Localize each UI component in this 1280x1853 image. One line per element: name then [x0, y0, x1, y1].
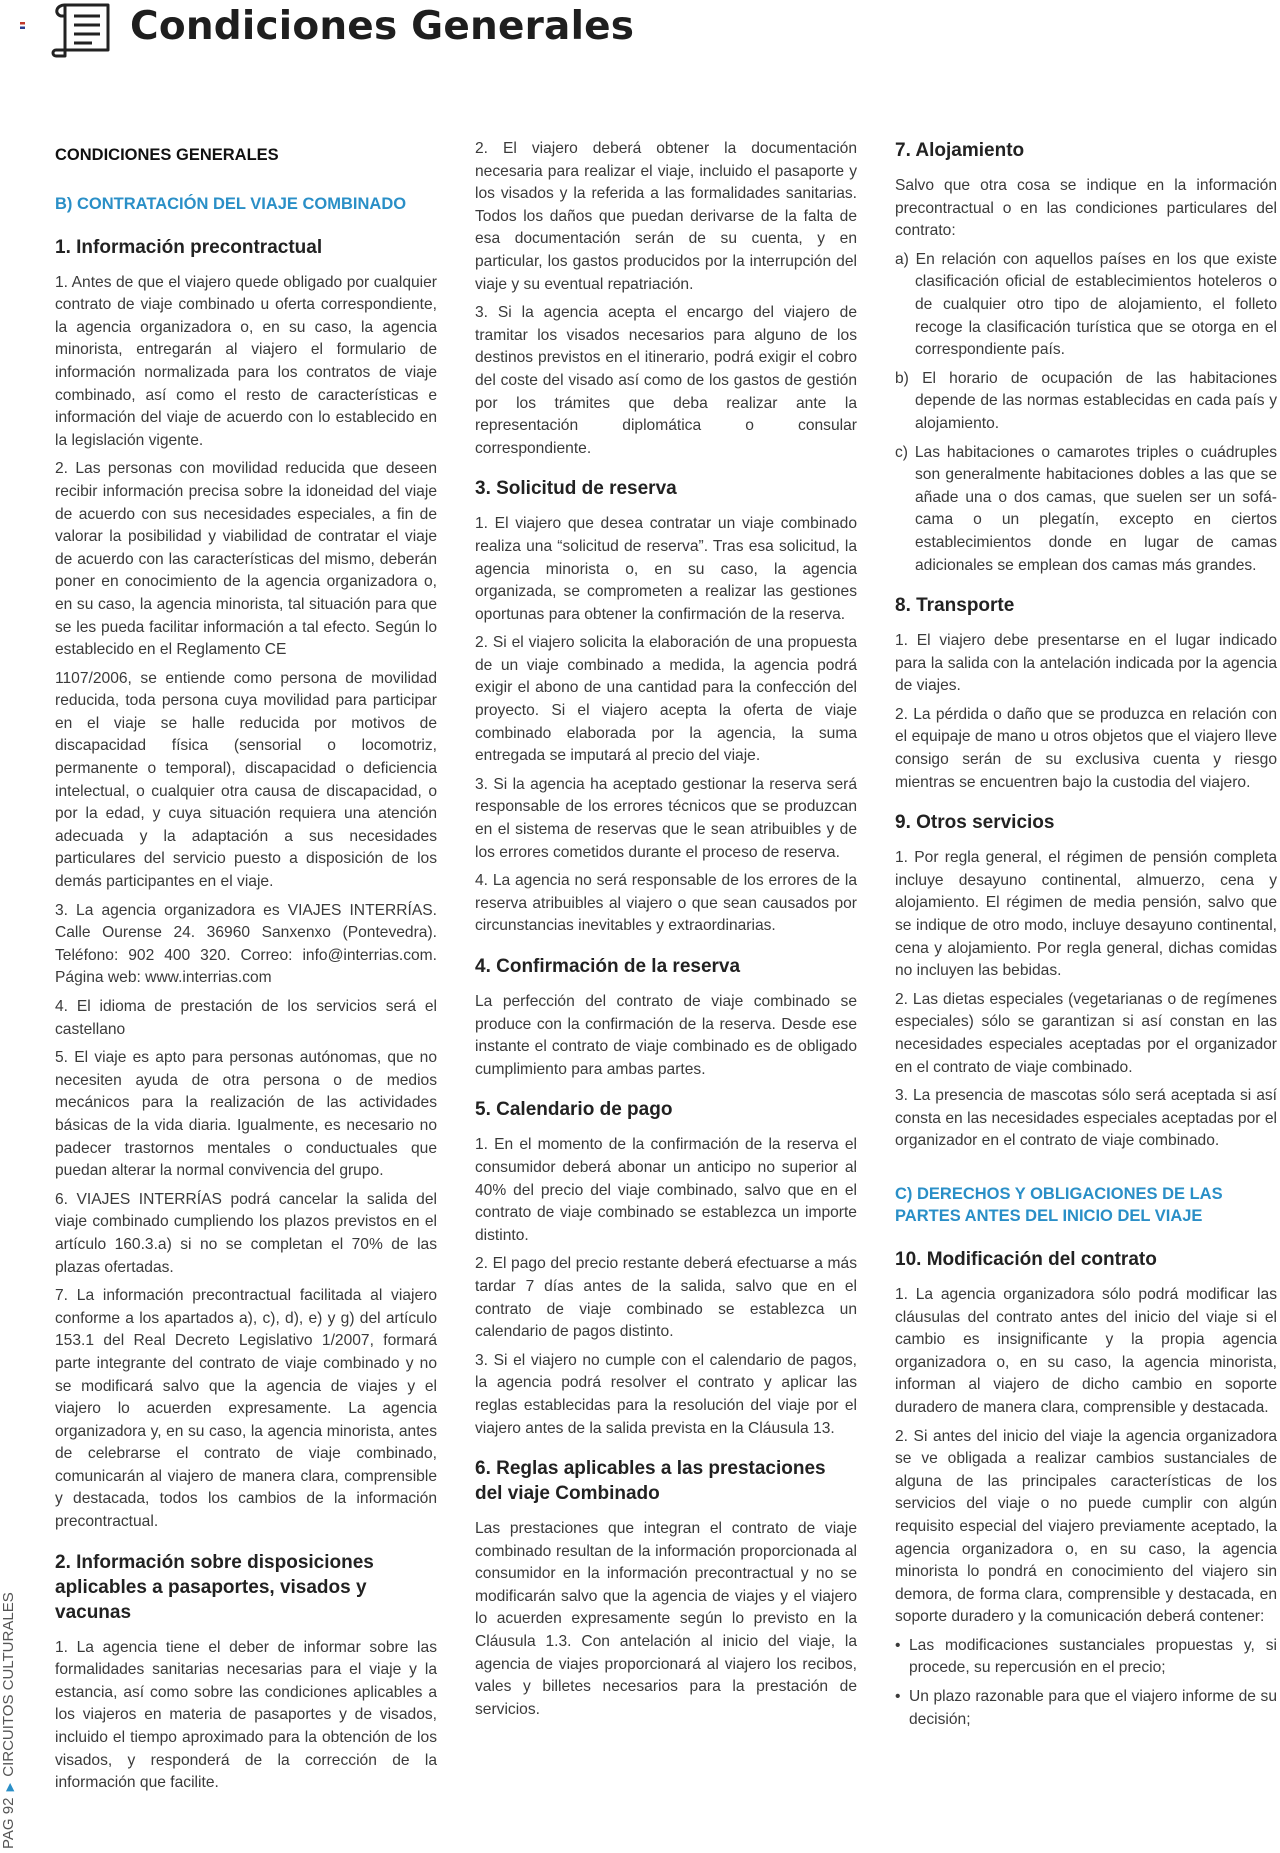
page-header — [0, 0, 1280, 70]
clause-1-para-5: 5. El viaje es apto para personas autónomas, que no necesiten ayuda de otra persona o de medios mecánicos para la realización de las actividades básicas de la vida diaria. Igualmente, es necesario no padecer trastornos mentales o conductuales que puedan alterar la normal convivencia del grupo. — [55, 1049, 437, 1180]
clause-1-title: 1. Información precontractual — [55, 236, 323, 258]
clause-7-intro: Salvo que otra cosa se indique en la información precontractual o en las condiciones particulares del contrato: — [895, 177, 1277, 240]
document-list-icon — [50, 0, 112, 60]
clause-2-title: 2. Información sobre disposiciones aplicables a pasaportes, visados y vacunas — [55, 1551, 374, 1623]
flag-icon — [20, 22, 25, 29]
clause-1-para-6: 6. VIAJES INTERRÍAS podrá cancelar la salida del viaje combinado cumpliendo los plazos previstos en el artículo 160.3.a) si no se completan el 70% de las plazas ofertadas. — [55, 1190, 437, 1276]
clause-5-title: 5. Calendario de pago — [475, 1099, 673, 1121]
clause-3-para-2: 2. Si el viajero solicita la elaboración de una propuesta de un viaje combinado a medida, la agencia podrá exigir el abono de una cantidad para la confección del proyecto. Si el viajero acepta la oferta de viaje combinado elaborada por la agencia, la suma entregada se imputará al precio del viaje. — [475, 634, 857, 765]
clause-9-para-3: 3. La presencia de mascotas sólo será aceptada si así consta en las necesidades especiales aceptadas por el organizador en el contrato de viaje combinado. — [895, 1087, 1277, 1150]
clause-7-title: 7. Alojamiento — [895, 140, 1025, 161]
clause-1-para-7: 7. La información precontractual facilitada al viajero conforme a los apartados a), c), d), e) y g) del artículo 153.1 del Real Decreto Legislativo 1/2007, formará parte integrante del contrato de viaje combinado y no se modificará salvo que la agencia de viajes y el viajero lo acuerden expresamente. La agencia organizadora y, en su caso, la agencia minorista, antes de celebrarse el contrato de viaje combinado, comunicarán al viajero de manera clara, comprensible y destacada, todos los cambios de la información precontractual. — [55, 1287, 437, 1531]
section-b-heading: B) CONTRATACIÓN DEL VIAJE COMBINADO — [55, 194, 407, 213]
triangle-marker-icon: ▶ — [4, 1782, 16, 1792]
clause-5-para-3: 3. Si el viajero no cumple con el calendario de pagos, la agencia podrá resolver el contrato y aplicar las reglas establecidas para la resolución del viaje por el viajero antes de la salida prevista en la Cláusula 13. — [475, 1351, 857, 1437]
clause-1-para-3: 3. La agencia organizadora es VIAJES INTERRÍAS. Calle Ourense 24. 36960 Sanxenxo (Pontevedra). Teléfono: 902 400 320. Correo: info@interrias.com. Página web: www.interrias.com — [55, 901, 437, 987]
clause-10-para-2: 2. Si antes del inicio del viaje la agencia organizadora se ve obligada a realizar cambios sustanciales de alguna de las principales características de los servicios del viaje o no puede cumplir con algún requisito especial del viajero previamente aceptado, la agencia organizadora o, en su caso, la agencia minorista lo pondrá en conocimiento del viajero sin demora, de forma clara, comprensible y destacada, en soporte duradero y la comunicación deberá contener: — [895, 1427, 1277, 1626]
clause-9-title: 9. Otros servicios — [895, 812, 1055, 834]
column-2 — [475, 138, 857, 1727]
page-number: PAG 92 — [0, 1797, 17, 1849]
clause-8-para-2: 2. La pérdida o daño que se produzca en relación con el equipaje de mano u otros objetos que el viajero lleve consigo serán de su exclusiva cuenta y riesgo mientras se encuentren bajo la custodia del viajero. — [895, 705, 1277, 791]
clause-3-para-4: 4. La agencia no será responsable de los errores de la reserva atribuibles al viajero o que sean causados por circunstancias inevitables y extraordinarias. — [475, 872, 857, 935]
page-title: Condiciones Generales — [130, 4, 635, 49]
bullet-icon: • — [895, 1636, 901, 1654]
clause-6-title: 6. Reglas aplicables a las prestaciones del viaje Combinado — [475, 1458, 826, 1505]
clause-9-para-1: 1. Por regla general, el régimen de pensión completa incluye desayuno continental, almuerzo, cena y alojamiento. El régimen de media pensión, salvo que se indique de otro modo, incluye desayuno continental, cena y alojamiento. Por regla general, dichas comidas no incluyen las bebidas. — [895, 849, 1277, 980]
clause-5-para-2: 2. El pago del precio restante deberá efectuarse a más tardar 7 días antes de la salida, salvo que en el contrato de viaje combinado se establezca un calendario de pagos distinto. — [475, 1255, 857, 1341]
list-item — [895, 1686, 1277, 1731]
clause-1-para-4: 4. El idioma de prestación de los servicios será el castellano — [55, 998, 437, 1038]
clause-10-para-1: 1. La agencia organizadora sólo podrá modificar las cláusulas del contrato antes del inicio del viaje si el cambio es insignificante y la propia agencia organizadora o, en su caso, la agencia minorista, informan al viajero de dicho cambio en soporte duradero de manera clara, comprensible y destacada. — [895, 1285, 1277, 1416]
clause-7-item-c: c) Las habitaciones o camarotes triples o cuádruples son generalmente habitaciones dobles a las que se añade una o dos camas, que suelen ser un sofá-cama o un plegatín, excepto en ciertos establecimientos donde en lugar de camas adicionales se emplean dos camas más grandes. — [895, 443, 1277, 574]
bullet-text: Las modificaciones sustanciales propuestas y, si procede, su repercusión en el precio; — [909, 1636, 1277, 1677]
bullet-icon: • — [895, 1688, 901, 1706]
clause-8-title: 8. Transporte — [895, 595, 1015, 617]
clause-8-para-1: 1. El viajero debe presentarse en el lugar indicado para la salida con la antelación indicada por la agencia de viajes. — [895, 632, 1277, 695]
main-heading: CONDICIONES GENERALES — [55, 146, 279, 164]
column-3 — [895, 138, 1277, 1737]
clause-3-title: 3. Solicitud de reserva — [475, 478, 677, 500]
clause-3-para-1: 1. El viajero que desea contratar un viaje combinado realiza una “solicitud de reserva”. Tras esa solicitud, la agencia minorista o, en su caso, la agencia organizada, se comprometen a realizar las gestiones oportunas para obtener la confirmación de la reserva. — [475, 515, 857, 623]
clause-2-para-2: 2. El viajero deberá obtener la documentación necesaria para realizar el viaje, incluido el pasaporte y los visados y la referida a las formalidades sanitarias. Todos los daños que puedan derivarse de la falta de esa documentación serán de su cuenta, y en particular, los gastos producidos por la interrupción del viaje y su eventual repatriación. — [475, 140, 857, 293]
clause-7-item-a: a) En relación con aquellos países en los que existe clasificación oficial de establecimientos hoteleros o de cualquier otro tipo de alojamiento, el folleto recoge la clasificación turística que se otorga en el correspondiente país. — [895, 250, 1277, 359]
clause-6-para-1: Las prestaciones que integran el contrato de viaje combinado resultan de la información proporcionada al consumidor en la información precontractual y no se modificarán salvo que la agencia de viajes y el viajero lo acuerden expresamente según lo previsto en la Cláusula 1.3. Con antelación al inicio del viaje, la agencia de viajes proporcionará al viajero los recibos, vales y billetes necesarios para la prestación de servicios. — [475, 1520, 857, 1718]
section-c-heading: C) DERECHOS Y OBLIGACIONES DE LAS PARTES ANTES DEL INICIO DEL VIAJE — [895, 1184, 1223, 1225]
list-item — [895, 1635, 1277, 1680]
bullet-text: Un plazo razonable para que el viajero informe de su decisión; — [909, 1688, 1277, 1728]
clause-1-para-2b: 1107/2006, se entiende como persona de movilidad reducida, toda persona cuya movilidad para participar en el viaje se halle reducida por motivos de discapacidad física (sensorial o locomotriz, permanente o temporal), discapacidad o deficiencia intelectual, o cualquier otra causa de discapacidad, o por la edad, y cuya situación requiera una atención adecuada y la adaptación a sus necesidades particulares del servicio puesto a disposición de los demás participantes en el viaje. — [55, 669, 437, 891]
clause-1-para-2: 2. Las personas con movilidad reducida que deseen recibir información precisa sobre la idoneidad del viaje de acuerdo con sus necesidades especiales, a fin de valorar la posibilidad y viabilidad de contratar el viaje de acuerdo con las características del mismo, deberán poner en conocimiento de la agencia organizadora o, en su caso, la agencia minorista, tal situación para que se les pueda facilitar información a tal efecto. Según lo establecido en el Reglamento CE — [55, 460, 437, 659]
section-label: CIRCUITOS CULTURALES — [0, 1592, 17, 1777]
clause-3-para-3: 3. Si la agencia ha aceptado gestionar la reserva será responsable de los errores técnicos que se produzcan en el sistema de reservas que le sean atribuibles y de los errores cometidos durante el proceso de reserva. — [475, 775, 857, 861]
clause-9-para-2: 2. Las dietas especiales (vegetarianas o de regímenes especiales) sólo se garantizan si así constan en las necesidades especiales aceptadas por el organizador en el contrato de viaje combinado. — [895, 990, 1277, 1076]
clause-2-para-3: 3. Si la agencia acepta el encargo del viajero de tramitar los visados necesarios para alguno de los destinos previstos en el itinerario, podrá exigir el cobro del coste del visado así como de los gastos de gestión por los trámites que deba realizar ante la representación diplomática o consular correspondiente. — [475, 304, 857, 457]
page-side-label — [0, 1589, 18, 1849]
clause-2-para-1: 1. La agencia tiene el deber de informar sobre las formalidades sanitarias necesarias para el viaje y la estancia, así como sobre las condiciones aplicables a los viajeros en materia de pasaportes y de visados, incluido el tiempo aproximado para la obtención de los visados, y responderá de la corrección de la información que facilite. — [55, 1638, 437, 1792]
clause-4-para-1: La perfección del contrato de viaje combinado se produce con la confirmación de la reserva. Desde ese instante el contrato de viaje combinado es de obligado cumplimiento para ambas partes. — [475, 993, 857, 1078]
clause-1-para-1: 1. Antes de que el viajero quede obligado por cualquier contrato de viaje combinado u oferta correspondiente, la agencia organizadora o, en su caso, la agencia minorista, entregarán al viajero el formulario de información normalizada para los contratos de viaje combinado, así como el resto de características e información del viaje de acuerdo con lo establecido en la legislación vigente. — [55, 273, 437, 449]
column-1 — [55, 138, 437, 1801]
clause-5-para-1: 1. En el momento de la confirmación de la reserva el consumidor deberá abonar un anticipo no superior al 40% del precio del viaje combinado, salvo que en el contrato de viaje combinado se establezca un importe distinto. — [475, 1136, 857, 1244]
clause-4-title: 4. Confirmación de la reserva — [475, 956, 741, 977]
clause-10-title: 10. Modificación del contrato — [895, 1248, 1157, 1270]
clause-7-item-b: b) El horario de ocupación de las habitaciones depende de las normas establecidas en cada país y alojamiento. — [895, 369, 1277, 432]
